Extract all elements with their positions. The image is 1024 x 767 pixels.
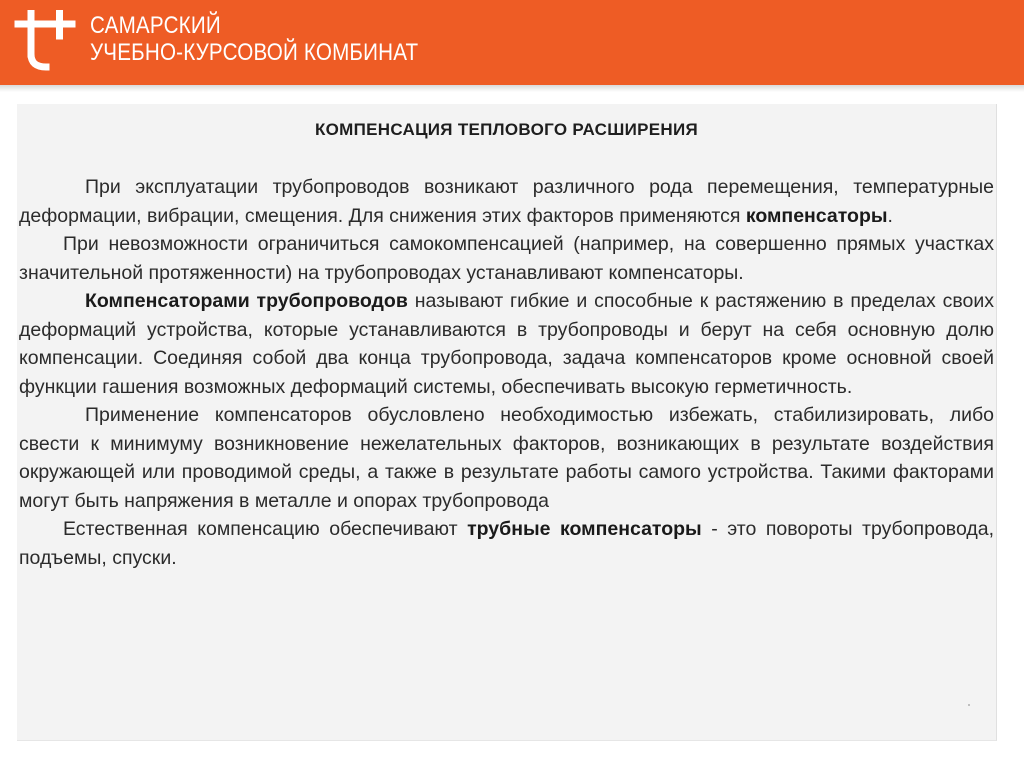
paragraph-5 [19,515,994,572]
paragraph-2-text: При невозможности ограничиться самокомпенсацией (например, на совершенно прямых участках значительной протяженности) на трубопроводах устанавливают компенсаторы. [19,233,994,284]
header-bar [0,0,1024,85]
brand-line-2: УЧЕБНО-КУРСОВОЙ КОМБИНАТ [90,39,419,66]
paragraph-3-text: называют гибкие и способные к растяжению в пределах своих деформаций устройства, которые устанавливаются в трубопроводы и берут на себя основную долю компенсации. Соединяя собой два конца трубопровода, задача компенсаторов кроме основной своей функции гашения возможных деформаций системы, обеспечивать высокую герметичность. [19,290,994,398]
header-shadow [0,85,1024,92]
paragraph-1-end: . [887,204,893,227]
paragraph-1 [19,173,994,230]
decorative-dot [968,704,970,706]
brand-name [90,12,418,66]
t-plus-logo-icon [14,10,76,72]
paragraph-1-text: При эксплуатации трубопроводов возникают различного рода перемещения, температурные деформации, вибрации, смещения. Для снижения этих факторов применяются [19,176,994,227]
paragraph-1-bold: компенсаторы [745,204,888,227]
content-panel [17,104,997,741]
paragraph-4 [19,401,994,515]
paragraph-5-bold: трубные компенсаторы [467,518,702,540]
brand-line-1: САМАРСКИЙ [90,12,221,39]
paragraph-4-text: Применение компенсаторов обусловлено необходимостью избежать, стабилизировать, либо свести к минимуму возникновение нежелательных факторов, возникающих в результате воздействия окружающей или проводимой среды, а также в результате работы самого устройства. Такими факторами могут быть напряжения в металле и опорах трубопровода [19,404,994,512]
paragraph-3-bold: Компенсаторами трубопроводов [85,290,408,312]
paragraph-2 [19,230,994,287]
paragraph-5-text: Естественная компенсацию обеспечивают [63,518,468,540]
body-text [19,173,994,572]
page-title: КОМПЕНСАЦИЯ ТЕПЛОВОГО РАСШИРЕНИЯ [314,120,699,139]
paragraph-5-end: - это повороты трубопровода, подъемы, спуски. [19,518,994,569]
paragraph-3 [19,287,994,401]
